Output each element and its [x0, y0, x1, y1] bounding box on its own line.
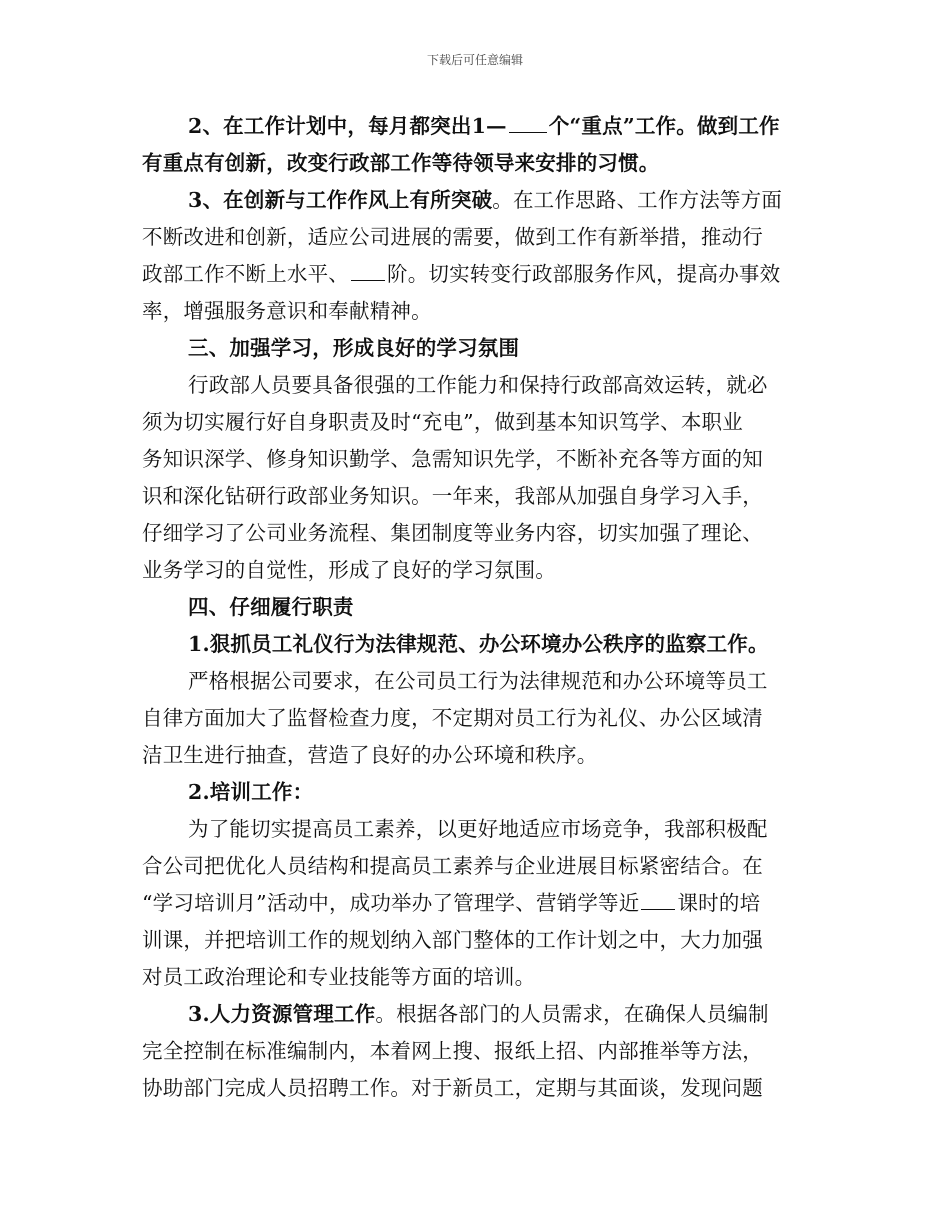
paragraph-line: 完全控制在标准编制内，本着网上搜、报纸上招、内部推举等方法， [142, 1039, 763, 1063]
document-body [142, 108, 808, 1107]
inline-heading: 3.人力资源管理工作 [188, 1002, 376, 1026]
text-segment: 个“重点”工作。做到工作 [548, 114, 780, 138]
text-segment: 。在工作思路、工作方法等方面 [492, 188, 783, 212]
paragraph-line: 洁卫生进行抽查，营造了良好的办公环境和秩序。 [142, 743, 598, 767]
paragraph-line: 对员工政治理论和专业技能等方面的培训。 [142, 965, 536, 989]
paragraph-line: 识和深化钻研行政部业务知识。一年来，我部从加强自身学习入手， [142, 484, 763, 508]
text-segment: 课时的培 [677, 891, 761, 915]
paragraph-line: 率，增强服务意识和奉献精神。 [142, 299, 432, 323]
paragraph-line: 须为切实履行好自身职责及时“充电”，做到基本知识笃学、本职业 [142, 410, 743, 434]
paragraph-line [142, 256, 808, 293]
paragraph-line: 不断改进和创新，适应公司进展的需要，做到工作有新举措，推动行 [142, 225, 763, 249]
paragraph-line: 有重点有创新，改变行政部工作等待领导来安排的习惯。 [142, 151, 660, 175]
page-header: 下载后可任意编辑 [426, 53, 523, 67]
section-heading: 三、加强学习，形成良好的学习氛围 [188, 336, 520, 360]
fill-blank [509, 116, 547, 133]
paragraph-line: 训课，并把培训工作的规划纳入部门整体的工作计划之中，大力加强 [142, 928, 763, 952]
text-segment: 2、在工作计划中，每月都突出1— [188, 114, 507, 138]
text-segment: “学习培训月”活动中，成功举办了管理学、营销学等近 [142, 891, 640, 915]
paragraph-line: 为了能切实提高员工素养，以更好地适应市场竞争，我部积极配 [188, 817, 768, 841]
paragraph-line: 务知识深学、修身知识勤学、急需知识先学，不断补充各等方面的知 [142, 447, 763, 471]
paragraph-line: 仔细学习了公司业务流程、集团制度等业务内容，切实加强了理论、 [142, 521, 763, 545]
paragraph-line [142, 996, 808, 1033]
text-segment: 。根据各部门的人员需求，在确保人员编制 [375, 1002, 769, 1026]
paragraph-line [142, 108, 808, 145]
paragraph-line [142, 182, 808, 219]
fill-blank [351, 264, 385, 281]
paragraph-line: 行政部人员要具备很强的工作能力和保持行政部高效运转，就必 [188, 373, 768, 397]
fill-blank [641, 893, 675, 910]
text-segment: 阶。切实转变行政部服务作风，提高办事效 [387, 262, 781, 286]
subsection-heading: 1.狠抓员工礼仪行为法律规范、办公环境办公秩序的监察工作。 [188, 632, 769, 656]
paragraph-line [142, 885, 808, 922]
paragraph-line: 业务学习的自觉性，形成了良好的学习氛围。 [142, 558, 556, 582]
subsection-heading: 2.培训工作： [188, 780, 314, 804]
paragraph-line: 合公司把优化人员结构和提高员工素养与企业进展目标紧密结合。在 [142, 854, 763, 878]
text-segment: 政部工作不断上水平、 [142, 262, 349, 286]
paragraph-line: 自律方面加大了监督检查力度，不定期对员工行为礼仪、办公区域清 [142, 706, 763, 730]
inline-heading: 3、在创新与工作作风上有所突破 [188, 188, 493, 212]
section-heading: 四、仔细履行职责 [188, 595, 354, 619]
paragraph-line: 协助部门完成人员招聘工作。对于新员工，定期与其面谈，发现问题 [142, 1076, 763, 1100]
paragraph-line: 严格根据公司要求，在公司员工行为法律规范和办公环境等员工 [188, 669, 768, 693]
